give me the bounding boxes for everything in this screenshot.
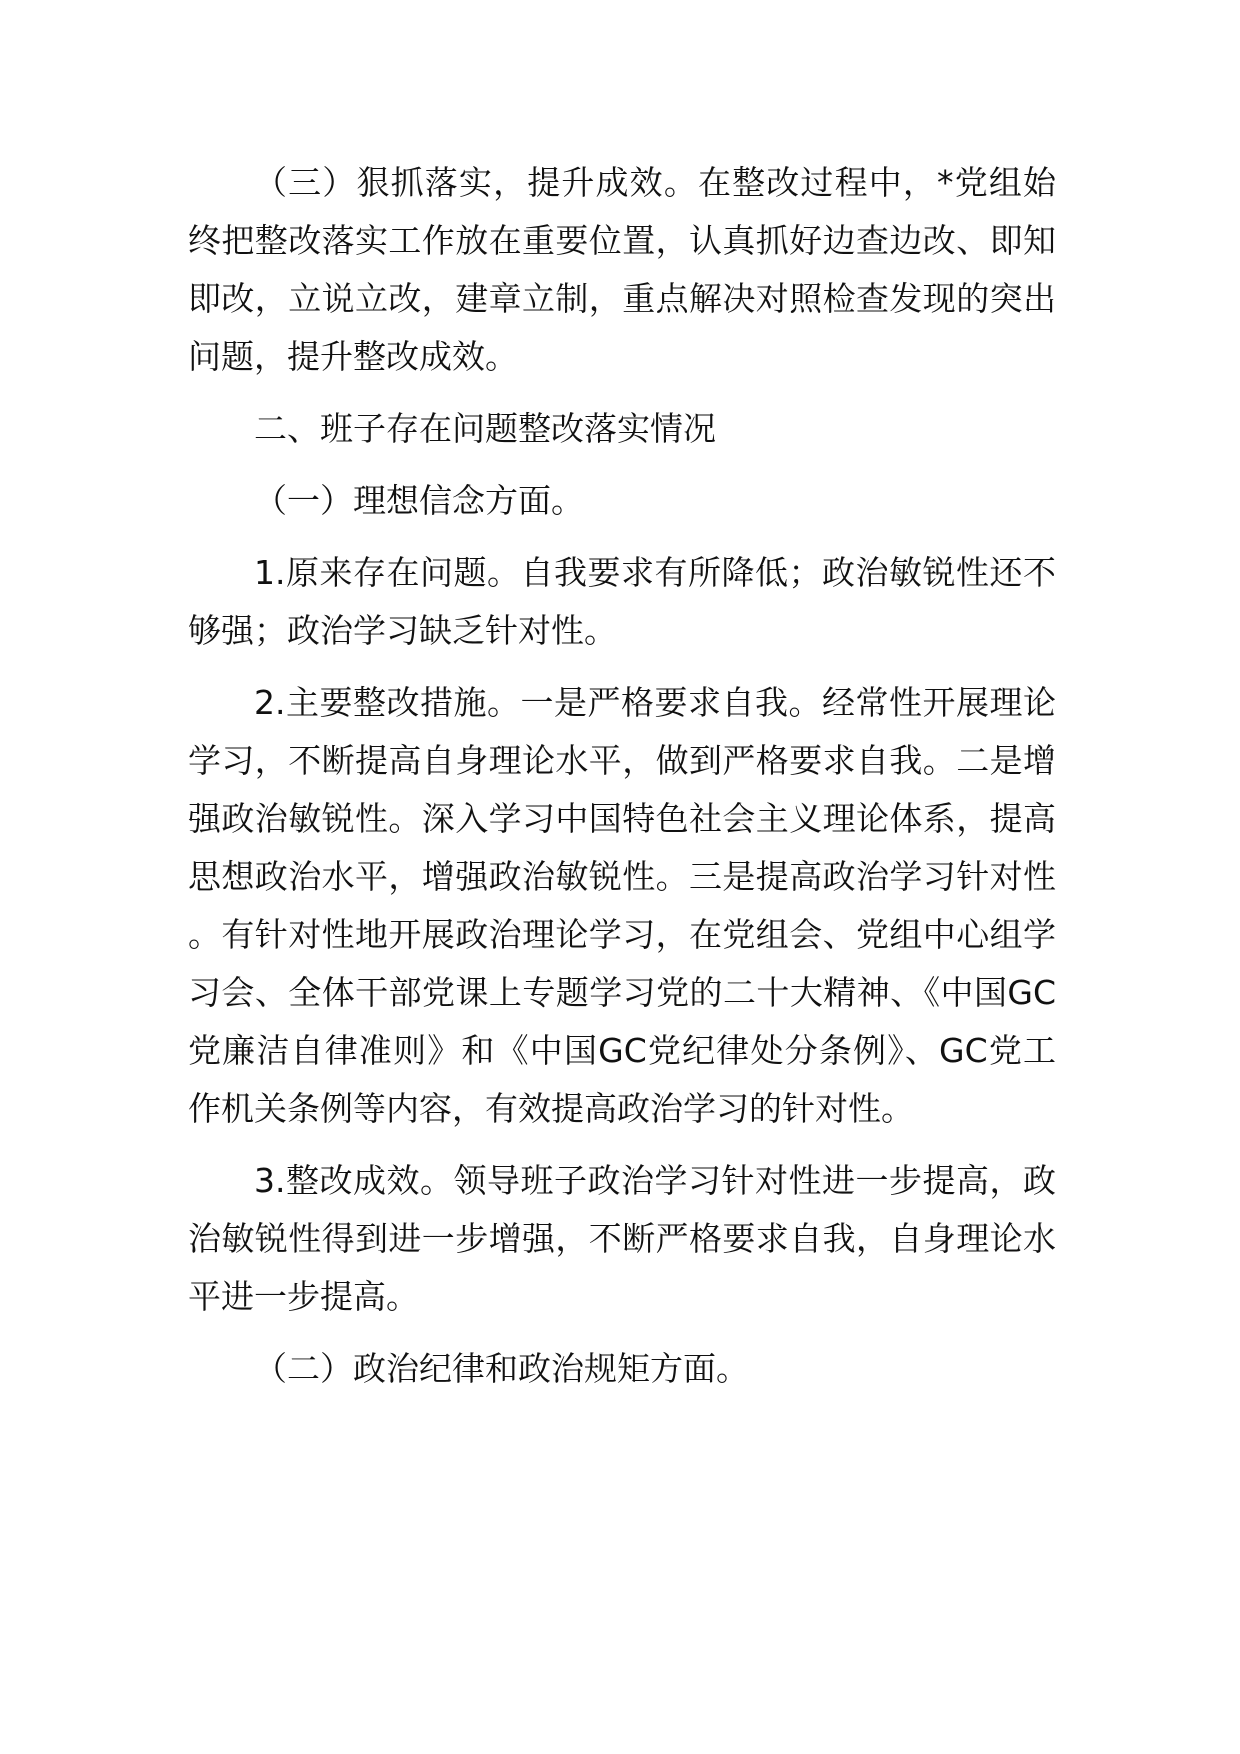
section-heading-rectification-status: 二、班子存在问题整改落实情况 — [254, 409, 716, 448]
paragraph-main-measures: 2.主要整改措施。一是严格要求自我。经常性开展理论学习，不断提高自身理论水平，做到严格要求自我。二是增强政治敏锐性。深入学习中国特色社会主义理论体系，提高思想政治水平，增强政治敏锐性。三是提高政治学习针对性。有针对性地开展政治理论学习，在党组会、党组中心组学习会、全体干部党课上专题学习党的二十大精神、《中国GC党廉洁自律准则》和《中国GC党纪律处分条例》、GC党工作机关条例等内容，有效提高政治学习的针对性。 — [188, 683, 1056, 1128]
paragraph-rectification-effects: 3.整改成效。领导班子政治学习针对性进一步提高，政治敏锐性得到进一步增强，不断严格要求自我，自身理论水平进一步提高。 — [188, 1161, 1056, 1316]
document-body — [188, 154, 1056, 1412]
subsection-heading-political-discipline: （二）政治纪律和政治规矩方面。 — [254, 1349, 749, 1388]
paragraph-original-problems: 1.原来存在问题。自我要求有所降低；政治敏锐性还不够强；政治学习缺乏针对性。 — [188, 553, 1056, 650]
subsection-heading-ideals-beliefs: （一）理想信念方面。 — [254, 481, 584, 520]
paragraph-implementation-results: （三）狠抓落实，提升成效。在整改过程中，*党组始终把整改落实工作放在重要位置，认真抓好边查边改、即知即改，立说立改，建章立制，重点解决对照检查发现的突出问题，提升整改成效。 — [188, 163, 1056, 376]
